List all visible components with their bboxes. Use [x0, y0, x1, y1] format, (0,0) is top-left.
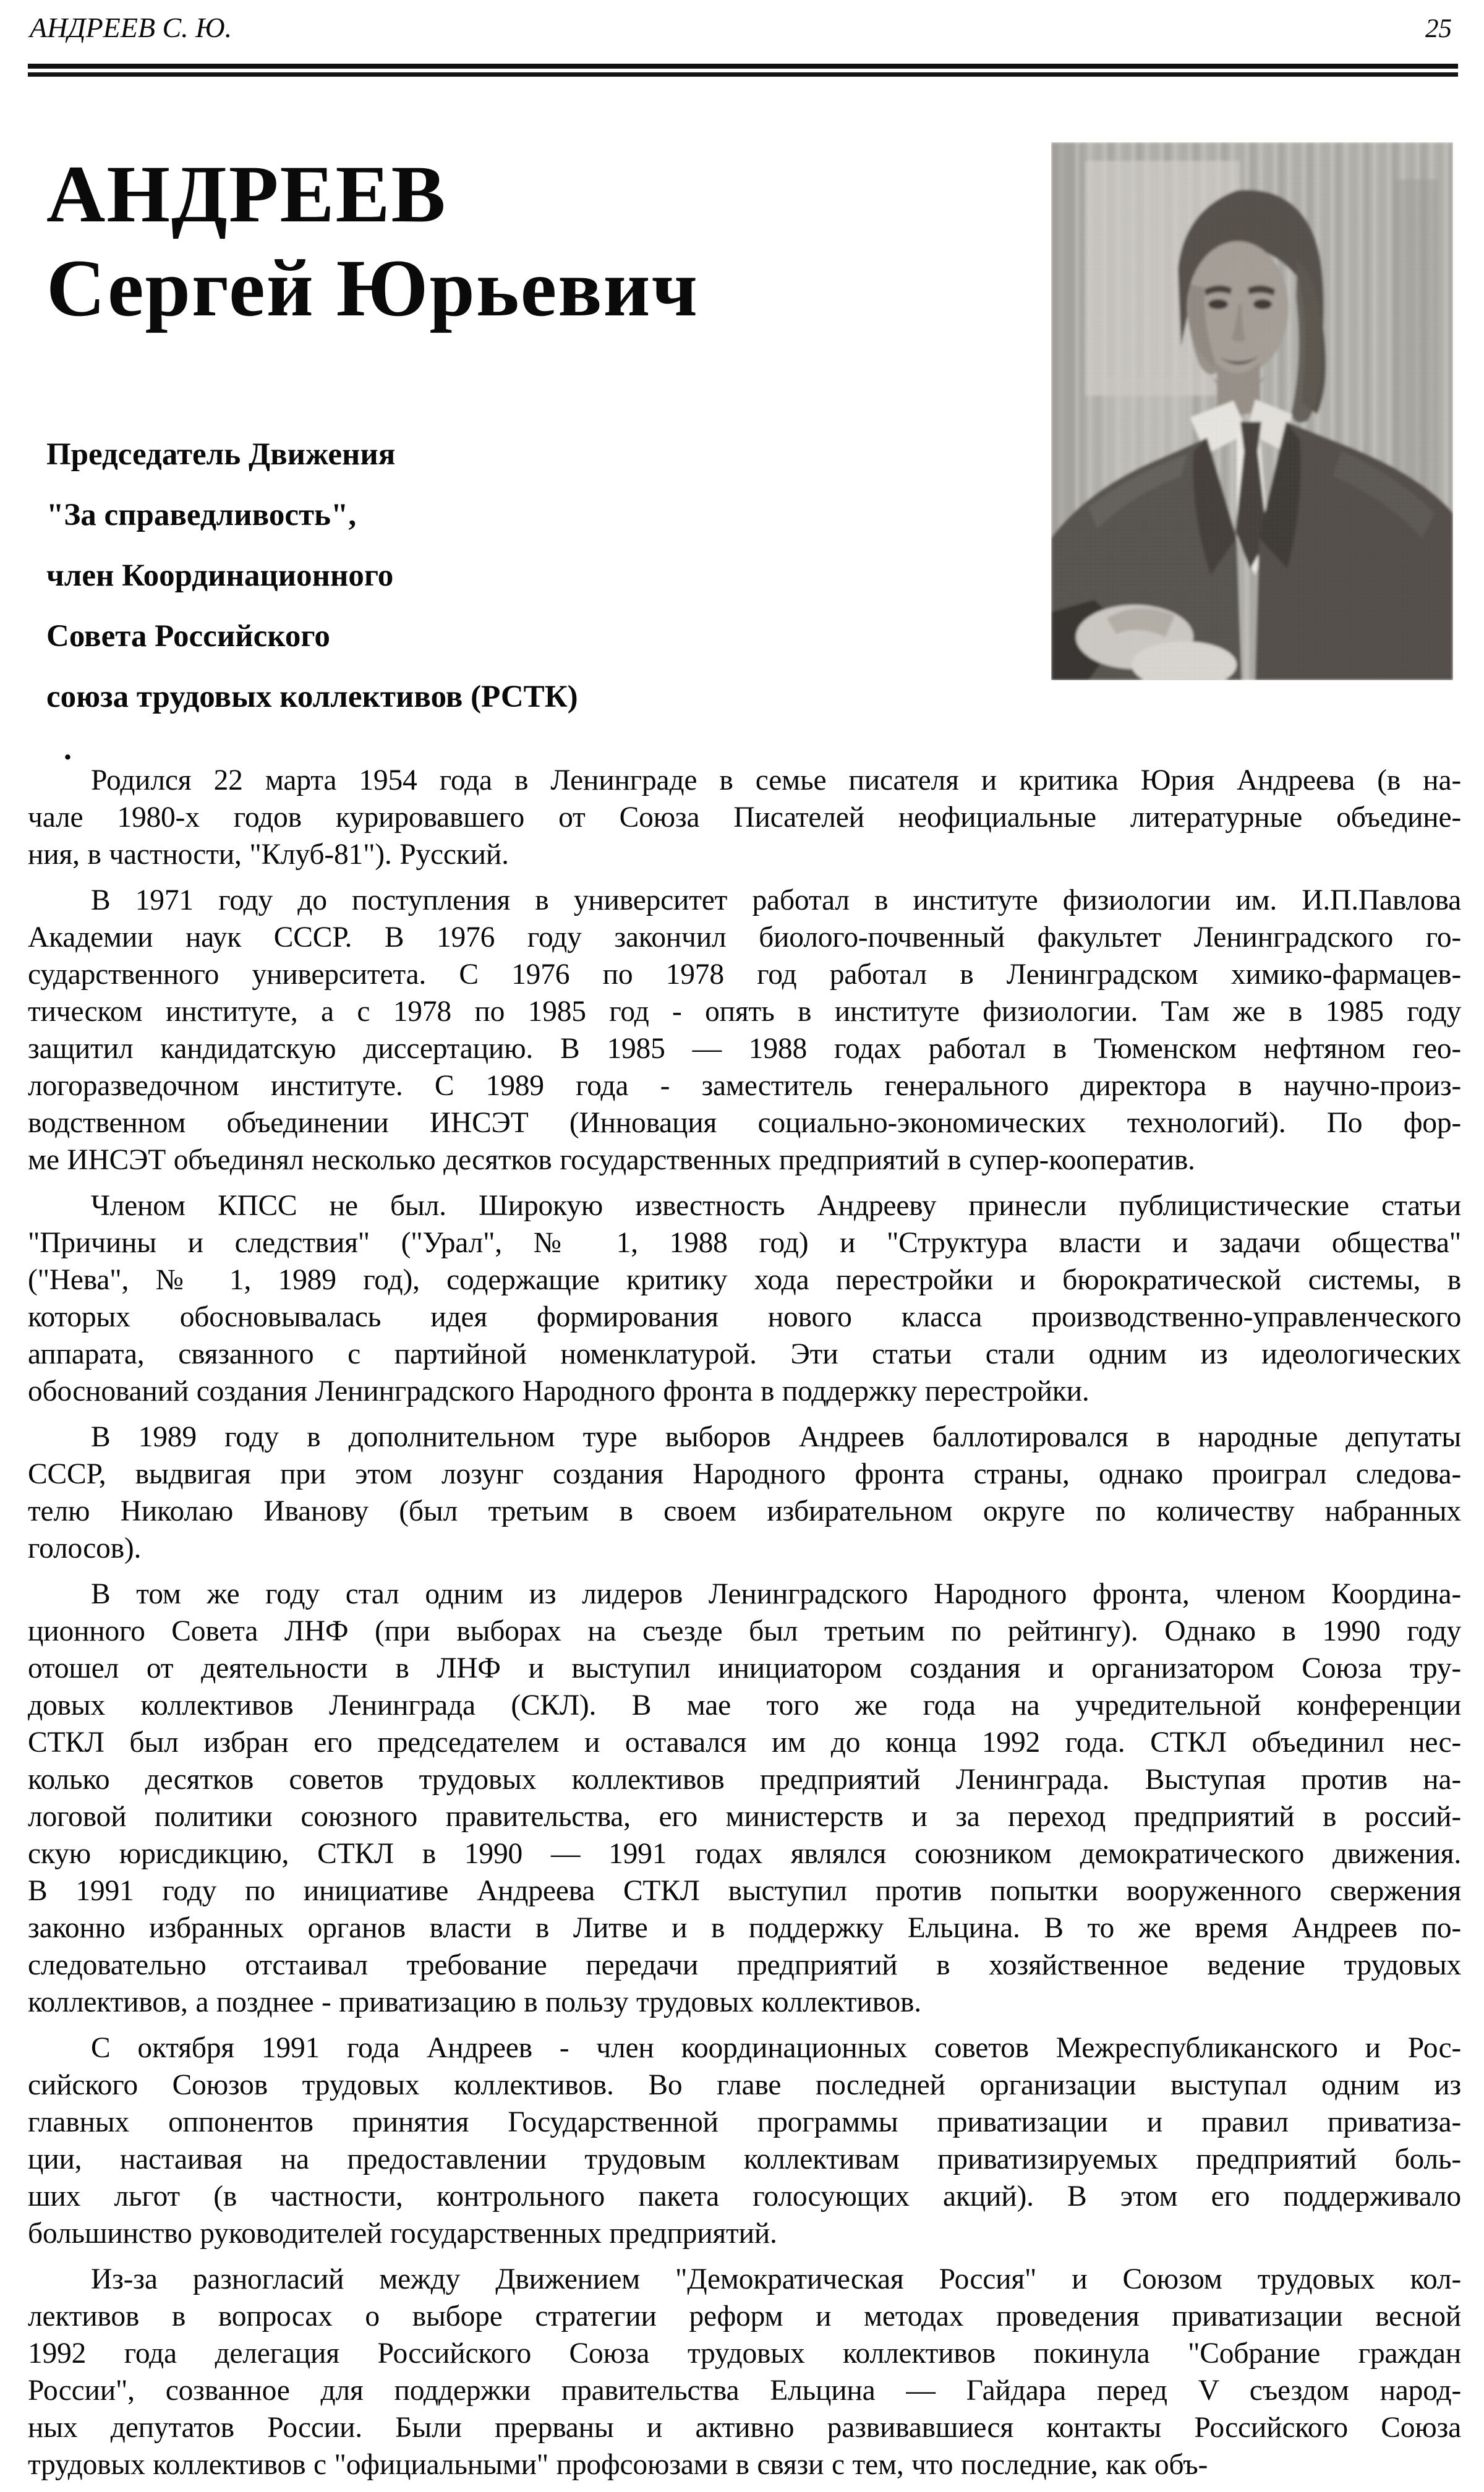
body-line: "Причины и следствия" ("Урал", № 1, 1988 год) и "Структура власти и задачи общества" — [28, 1227, 1461, 1259]
body-line: логоразведочном институте. С 1989 года - заместитель генерального директора в научно-произ- — [28, 1070, 1461, 1102]
body-line: логовой политики союзного правительства, его министерств и за переход предприятий в россий- — [28, 1801, 1461, 1833]
body-line: голосов). — [28, 1532, 142, 1564]
body-line: ших льгот (в частности, контрольного пакета голосующих акций). В этом его поддерживало — [28, 2180, 1461, 2213]
paragraph — [28, 762, 1461, 873]
portrait-photo-graphic — [1051, 142, 1453, 680]
entry-subtitle — [46, 424, 578, 727]
body-line: ных депутатов России. Были прерваны и активно развивавшиеся контакты Российского Союза — [28, 2412, 1461, 2444]
body-line: ния, в частности, "Клуб-81"). Русский. — [28, 838, 509, 871]
page-number: 25 — [1425, 14, 1452, 43]
body-line: чале 1980-х годов курировавшего от Союза Писателей неофициальные литературные объедине- — [28, 801, 1461, 834]
body-line: большинство руководителей государственных предприятий. — [28, 2217, 777, 2250]
body-line: ционного Совета ЛНФ (при выборах на съезде был третьим по рейтингу). Однако в 1990 году — [28, 1615, 1461, 1647]
subtitle-line: союза трудовых коллективов (РСТК) — [46, 680, 578, 714]
body-line: сударственного университета. С 1976 по 1978 год работал в Ленинградском химико-фармацев- — [28, 958, 1461, 991]
body-line: тическом институте, а с 1978 по 1985 год - опять в институте физиологии. Там же в 1985 году — [28, 996, 1461, 1028]
body-line: скую юрисдикцию, СТКЛ в 1990 — 1991 годах являлся союзником демократического движения. — [28, 1838, 1461, 1870]
body-line: СССР, выдвигая при этом лозунг создания Народного фронта страны, однако проиграл следова- — [28, 1458, 1461, 1490]
subtitle-line: "За справедливость", — [46, 498, 357, 532]
body-text — [28, 762, 1461, 2483]
body-line: водственном объединении ИНСЭТ (Инновация социально-экономических технологий). По фор- — [28, 1107, 1461, 1139]
body-line: телю Николаю Иванову (был третьим в своем избирательном округе по количеству набранных — [28, 1495, 1461, 1527]
body-line: Из-за разногласий между Движением "Демократическая Россия" и Союзом трудовых кол- — [91, 2263, 1461, 2295]
paragraph — [28, 882, 1461, 1179]
body-line: СТКЛ был избран его председателем и оставался им до конца 1992 года. СТКЛ объединил нес- — [28, 1726, 1461, 1759]
body-line: Родился 22 марта 1954 года в Ленинграде в семье писателя и критика Юрия Андреева (в на- — [91, 764, 1461, 796]
header-divider-rule — [28, 64, 1458, 77]
paragraph — [28, 1419, 1461, 1567]
page-header — [30, 12, 1452, 44]
subtitle-line: член Координационного — [46, 558, 394, 593]
body-line: защитил кандидатскую диссертацию. В 1985 — 1988 годах работал в Тюменском нефтяном гео- — [28, 1033, 1461, 1065]
body-line: России", созванное для поддержки правительства Ельцина — Гайдара перед V съездом народ- — [28, 2375, 1461, 2407]
running-title: АНДРЕЕВ С. Ю. — [30, 12, 232, 43]
body-line: коллективов, а позднее - приватизацию в пользу трудовых коллективов. — [28, 1986, 921, 2018]
subtitle-line: Совета Российского — [46, 619, 330, 654]
body-line: Академии наук СССР. В 1976 году закончил биолого-почвенный факультет Ленинградского го- — [28, 921, 1461, 954]
entry-title-surname: АНДРЕЕВ — [46, 148, 447, 239]
body-line: ("Нева", № 1, 1989 год), содержащие критику хода перестройки и бюрократической системы, в — [28, 1264, 1461, 1296]
body-line: отошел от деятельности в ЛНФ и выступил инициатором создания и организатором Союза тру- — [28, 1652, 1461, 1684]
body-line: колько десятков советов трудовых коллективов предприятий Ленинграда. Выступая против на- — [28, 1764, 1461, 1796]
body-line: довых коллективов Ленинграда (СКЛ). В мае того же года на учредительной конференции — [28, 1689, 1461, 1722]
paragraph — [28, 2261, 1461, 2483]
body-line: главных оппонентов принятия Государственной программы приватизации и правил приватиза- — [28, 2106, 1461, 2138]
paragraph — [28, 1576, 1461, 2021]
paragraph — [28, 2029, 1461, 2252]
stray-period-mark: . — [64, 732, 72, 767]
body-line: В 1971 году до поступления в университет работал в институте физиологии им. И.П.Павлова — [91, 884, 1461, 916]
body-line: В 1991 году по инициативе Андреева СТКЛ выступил против попытки вооруженного свержения — [28, 1875, 1461, 1907]
body-line: ме ИНСЭТ объединял несколько десятков государственных предприятий в супер-кооператив. — [28, 1144, 1195, 1176]
entry-title-firstname: Сергей Юрьевич — [46, 242, 699, 333]
body-line: законно избранных органов власти в Литве и в поддержку Ельцина. В то же время Андреев по- — [28, 1912, 1461, 1944]
entry-title — [46, 147, 699, 335]
body-line: следовательно отстаивал требование передачи предприятий в хозяйственное ведение трудовых — [28, 1949, 1461, 1981]
subtitle-line: Председатель Движения — [46, 437, 396, 472]
body-line: В 1989 году в дополнительном туре выборов Андреев баллотировался в народные депутаты — [91, 1421, 1461, 1453]
body-line: трудовых коллективов с "официальными" профсоюзами в связи с тем, что последние, как объ- — [28, 2449, 1208, 2481]
body-line: ции, настаивая на предоставлении трудовым коллективам приватизируемых предприятий боль- — [28, 2143, 1461, 2175]
body-line: обоснований создания Ленинградского Народного фронта в поддержку перестройки. — [28, 1375, 1090, 1407]
body-line: лективов в вопросах о выборе стратегии реформ и методах проведения приватизации весной — [28, 2300, 1461, 2332]
paragraph — [28, 1187, 1461, 1410]
portrait-photo — [1051, 142, 1453, 680]
body-line: сийского Союзов трудовых коллективов. Во главе последней организации выступал одним из — [28, 2069, 1461, 2101]
body-line: Членом КПСС не был. Широкую известность Андрееву принесли публицистические статьи — [91, 1190, 1461, 1222]
body-line: которых обосновывалась идея формирования нового класса производственно-управленческого — [28, 1301, 1461, 1333]
body-line: В том же году стал одним из лидеров Ленинградского Народного фронта, членом Координа- — [91, 1578, 1461, 1610]
body-line: аппарата, связанного с партийной номенклатурой. Эти статьи стали одним из идеологических — [28, 1338, 1461, 1370]
body-line: С октября 1991 года Андреев - член координационных советов Межреспубликанского и Рос- — [91, 2032, 1461, 2064]
body-line: 1992 года делегация Российского Союза трудовых коллективов покинула "Собрание граждан — [28, 2337, 1461, 2370]
